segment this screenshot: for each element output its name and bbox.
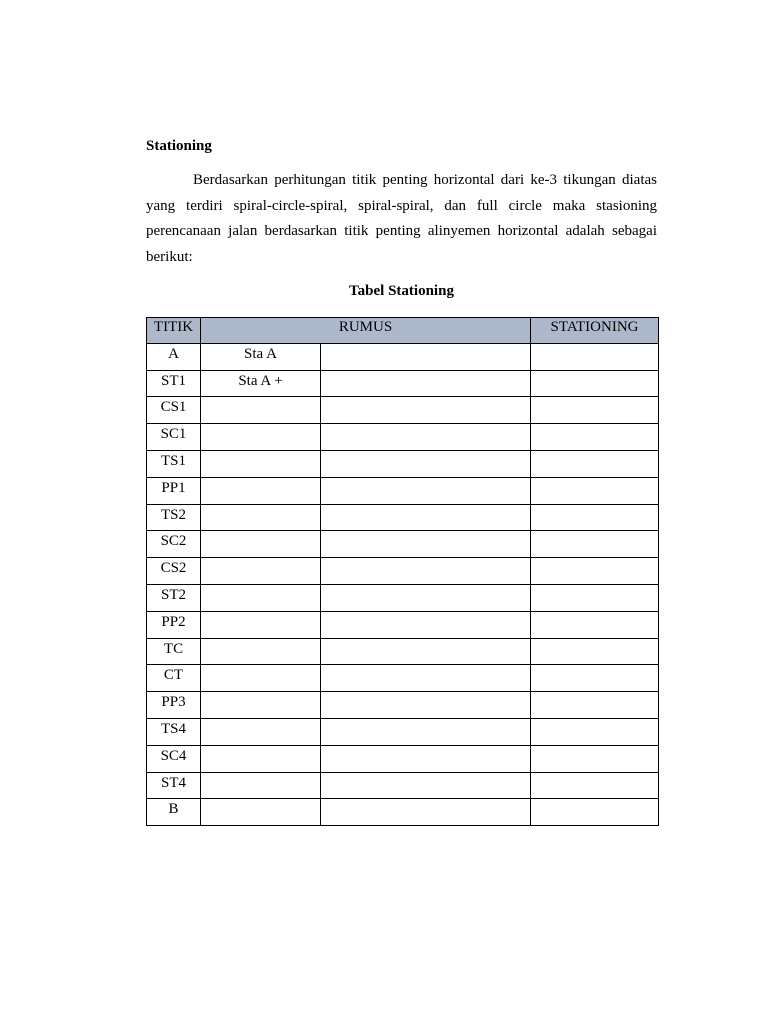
cell-rumus-sta — [201, 477, 321, 504]
table-row — [147, 397, 659, 424]
cell-rumus-formula — [321, 397, 531, 424]
table-row — [147, 450, 659, 477]
cell-rumus-sta: Sta A + — [201, 370, 321, 397]
cell-rumus-formula — [321, 638, 531, 665]
cell-rumus-sta — [201, 558, 321, 585]
cell-rumus-sta — [201, 745, 321, 772]
cell-rumus-sta: Sta A — [201, 343, 321, 370]
cell-stationing — [531, 772, 659, 799]
cell-rumus-formula — [321, 558, 531, 585]
cell-titik: PP2 — [147, 611, 201, 638]
cell-stationing — [531, 638, 659, 665]
table-row — [147, 772, 659, 799]
stationing-table — [146, 317, 659, 826]
cell-rumus-formula — [321, 718, 531, 745]
table-body — [147, 343, 659, 825]
cell-stationing — [531, 424, 659, 451]
cell-rumus-formula — [321, 584, 531, 611]
cell-stationing — [531, 450, 659, 477]
cell-stationing — [531, 504, 659, 531]
cell-stationing — [531, 692, 659, 719]
cell-rumus-sta — [201, 504, 321, 531]
cell-rumus-sta — [201, 638, 321, 665]
cell-rumus-sta — [201, 397, 321, 424]
table-row — [147, 558, 659, 585]
cell-stationing — [531, 558, 659, 585]
cell-titik: B — [147, 799, 201, 826]
cell-rumus-formula — [321, 745, 531, 772]
cell-stationing — [531, 370, 659, 397]
header-stationing: STATIONING — [531, 318, 659, 344]
cell-rumus-formula — [321, 692, 531, 719]
cell-stationing — [531, 799, 659, 826]
cell-rumus-formula — [321, 531, 531, 558]
cell-rumus-sta — [201, 718, 321, 745]
table-row — [147, 718, 659, 745]
table-row — [147, 799, 659, 826]
cell-rumus-sta — [201, 611, 321, 638]
cell-titik: TC — [147, 638, 201, 665]
table-header-row — [147, 318, 659, 344]
table-row — [147, 665, 659, 692]
cell-titik: TS1 — [147, 450, 201, 477]
cell-titik: ST2 — [147, 584, 201, 611]
cell-titik: SC2 — [147, 531, 201, 558]
cell-stationing — [531, 584, 659, 611]
table-row — [147, 692, 659, 719]
cell-titik: PP3 — [147, 692, 201, 719]
section-heading: Stationing — [146, 138, 212, 154]
cell-rumus-formula — [321, 424, 531, 451]
cell-rumus-formula — [321, 477, 531, 504]
cell-rumus-formula — [321, 370, 531, 397]
cell-stationing — [531, 718, 659, 745]
cell-rumus-formula — [321, 799, 531, 826]
cell-titik: SC4 — [147, 745, 201, 772]
cell-rumus-sta — [201, 665, 321, 692]
table-row — [147, 343, 659, 370]
table-row — [147, 611, 659, 638]
cell-stationing — [531, 343, 659, 370]
cell-rumus-formula — [321, 504, 531, 531]
cell-titik: TS2 — [147, 504, 201, 531]
table-caption: Tabel Stationing — [349, 283, 454, 299]
table-row — [147, 638, 659, 665]
cell-rumus-sta — [201, 584, 321, 611]
table-row — [147, 424, 659, 451]
cell-rumus-sta — [201, 450, 321, 477]
table-row — [147, 531, 659, 558]
cell-titik: CT — [147, 665, 201, 692]
cell-titik: ST4 — [147, 772, 201, 799]
cell-stationing — [531, 531, 659, 558]
table-row — [147, 370, 659, 397]
cell-stationing — [531, 745, 659, 772]
cell-rumus-formula — [321, 343, 531, 370]
cell-titik: SC1 — [147, 424, 201, 451]
table-row — [147, 584, 659, 611]
cell-rumus-formula — [321, 772, 531, 799]
cell-titik: PP1 — [147, 477, 201, 504]
cell-rumus-sta — [201, 799, 321, 826]
cell-stationing — [531, 611, 659, 638]
cell-rumus-formula — [321, 450, 531, 477]
table-row — [147, 477, 659, 504]
cell-rumus-sta — [201, 424, 321, 451]
body-paragraph: Berdasarkan perhitungan titik penting horizontal dari ke-3 tikungan diatas yang terdiri spiral-circle-spiral, spiral-spiral, dan full circle maka stasioning perencanaan jalan berdasarkan titik penting alinyemen horizontal adalah sebagai berikut: — [146, 172, 657, 265]
table-row — [147, 504, 659, 531]
cell-rumus-sta — [201, 692, 321, 719]
cell-rumus-formula — [321, 611, 531, 638]
header-rumus: RUMUS — [201, 318, 531, 344]
cell-titik: ST1 — [147, 370, 201, 397]
cell-stationing — [531, 477, 659, 504]
cell-titik: CS2 — [147, 558, 201, 585]
cell-titik: A — [147, 343, 201, 370]
cell-stationing — [531, 665, 659, 692]
cell-stationing — [531, 397, 659, 424]
cell-rumus-sta — [201, 531, 321, 558]
cell-rumus-sta — [201, 772, 321, 799]
table-row — [147, 745, 659, 772]
cell-titik: TS4 — [147, 718, 201, 745]
header-titik: TITIK — [147, 318, 201, 344]
cell-rumus-formula — [321, 665, 531, 692]
cell-titik: CS1 — [147, 397, 201, 424]
